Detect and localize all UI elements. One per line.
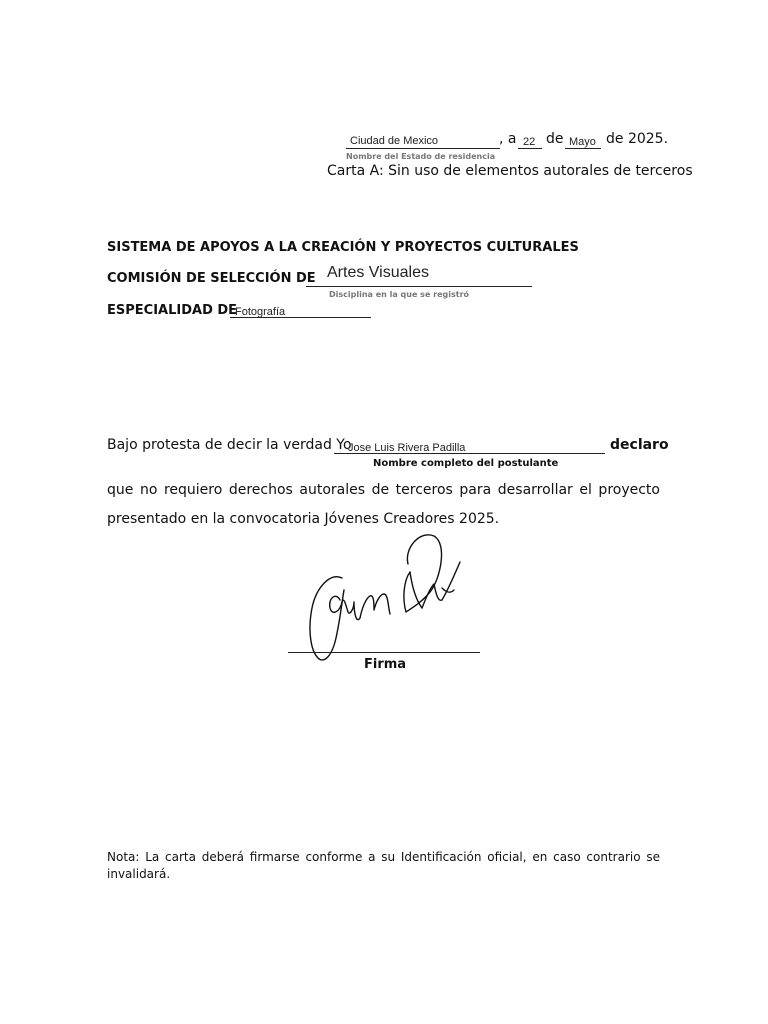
- declaration-prefix: Bajo protesta de decir la verdad Yo: [107, 437, 352, 453]
- note-line-2: invalidará.: [107, 867, 171, 881]
- signature-label: Firma: [364, 657, 407, 672]
- declaration-line-2: presentado en la convocatoria Jóvenes Creadores 2025.: [107, 511, 500, 527]
- declaration-line-1: que no requiero derechos autorales de terceros para desarrollar el proyecto: [107, 482, 660, 498]
- name-caption: Nombre completo del postulante: [373, 458, 559, 469]
- declaro-text: declaro: [610, 437, 669, 453]
- city-underline: [346, 148, 500, 149]
- comma-a-text: , a: [499, 131, 517, 147]
- system-title: SISTEMA DE APOYOS A LA CREACIÓN Y PROYECTOS CULTURALES: [107, 240, 579, 255]
- commission-label: COMISIÓN DE SELECCIÓN DE: [107, 271, 316, 286]
- commission-value: Artes Visuales: [327, 264, 429, 281]
- day-value: 22: [523, 136, 536, 148]
- specialty-label: ESPECIALIDAD DE: [107, 303, 238, 318]
- letter-type: Carta A: Sin uso de elementos autorales de terceros: [327, 163, 693, 179]
- day-underline: [518, 148, 542, 149]
- month-underline: [565, 148, 601, 149]
- note-line-1: Nota: La carta deberá firmarse conforme a su Identificación oficial, en caso contrario se: [107, 850, 660, 864]
- year-text: de 2025.: [606, 131, 669, 147]
- city-value: Ciudad de Mexico: [350, 135, 439, 147]
- commission-underline: [306, 286, 532, 287]
- city-caption: Nombre del Estado de residencia: [346, 152, 496, 161]
- signature-line: [288, 652, 480, 653]
- commission-caption: Disciplina en la que se registró: [329, 290, 470, 299]
- month-value: Mayo: [569, 136, 596, 148]
- handwritten-signature: [290, 528, 490, 668]
- place-date-line: [346, 130, 669, 150]
- applicant-name-value: Jose Luis Rivera Padilla: [348, 442, 466, 454]
- de-text: de: [546, 131, 564, 147]
- specialty-value: Fotografía: [235, 306, 286, 318]
